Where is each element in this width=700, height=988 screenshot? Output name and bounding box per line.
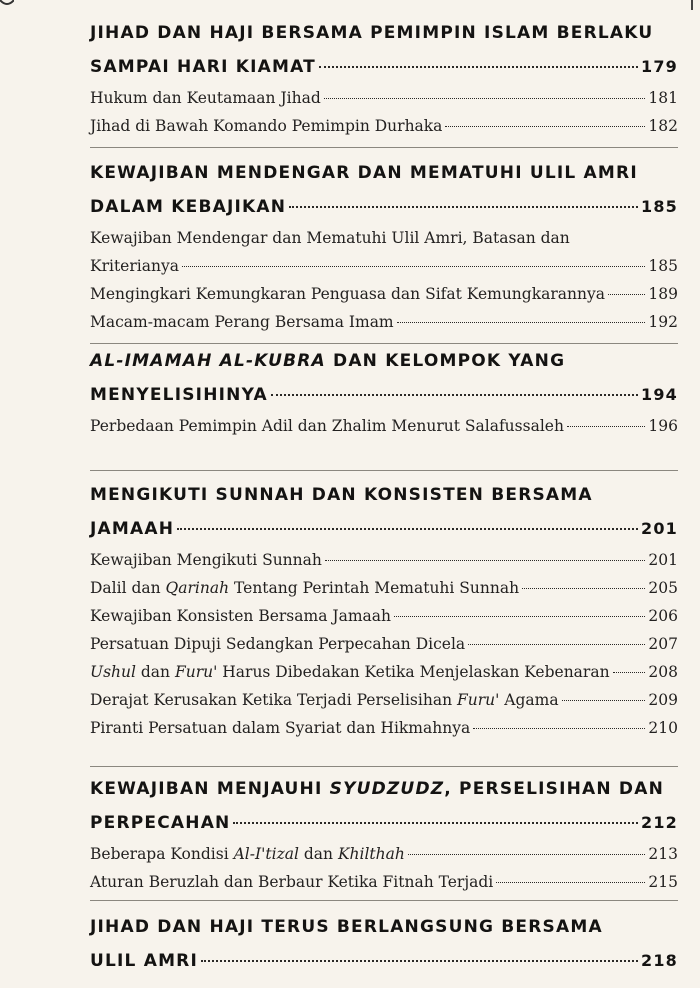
leader-dots: [408, 854, 646, 855]
section-title-line2: [90, 806, 678, 840]
toc-section-3: [90, 344, 678, 440]
section-divider: [90, 766, 678, 767]
entry-title: Macam-macam Perang Bersama Imam: [90, 313, 394, 331]
page-number: 209: [648, 691, 678, 709]
section-title-text: DALAM KEBAJIKAN: [90, 197, 287, 217]
page-number: 182: [648, 117, 678, 135]
section-title: [90, 16, 678, 84]
leader-dots: [473, 728, 645, 729]
entry-italic: Qarinah: [165, 579, 230, 597]
section-title-text: JAMAAH: [90, 519, 175, 539]
section-title-text: ULIL AMRI: [90, 951, 199, 971]
leader-dots: [177, 528, 638, 530]
ornament-icon: [0, 0, 14, 8]
title-italic: AL-IMAMAH AL-KUBRA: [90, 351, 326, 371]
page-number: 205: [648, 579, 678, 597]
entry-title: [90, 840, 405, 868]
leader-dots: [325, 560, 646, 561]
entry-title: Jihad di Bawah Komando Pemimpin Durhaka: [90, 117, 443, 135]
section-title-line2: [90, 50, 678, 84]
toc-entry: [90, 658, 678, 686]
title-rest: , PERSELISIHAN DAN: [444, 779, 665, 799]
toc-section-4: [90, 478, 678, 742]
leader-dots: [562, 700, 646, 701]
section-divider: [90, 147, 678, 148]
entry-text: Beberapa Kondisi: [90, 845, 234, 863]
toc-section-2: [90, 156, 678, 336]
page-number: 185: [648, 257, 678, 275]
section-title: [90, 910, 678, 978]
entry-title: Aturan Beruzlah dan Berbaur Ketika Fitnah Terjadi: [90, 873, 494, 891]
entry-title: Kewajiban Konsisten Bersama Jamaah: [90, 607, 391, 625]
entry-title: Persatuan Dipuji Sedangkan Perpecahan Dicela: [90, 635, 466, 653]
leader-dots: [468, 644, 645, 645]
toc-entry: [90, 574, 678, 602]
toc-section-6: [90, 910, 678, 978]
entry-title: Kewajiban Mengikuti Sunnah: [90, 551, 322, 569]
entry-text: Agama: [499, 691, 559, 709]
section-divider: [90, 470, 678, 471]
entry-title: Piranti Persatuan dalam Syariat dan Hikmahnya: [90, 719, 471, 737]
leader-dots: [271, 394, 638, 396]
toc-entry: [90, 868, 678, 896]
entry-text: dan: [135, 663, 175, 681]
toc-entry: [90, 412, 678, 440]
section-divider: [90, 900, 678, 901]
entry-title: [90, 574, 519, 602]
section-title-text: SAMPAI HARI KIAMAT: [90, 57, 316, 77]
toc-section-5: [90, 772, 678, 896]
section-title-line2: [90, 944, 678, 978]
edge-mark-icon: [690, 0, 694, 10]
toc-entry: [90, 840, 678, 868]
page-number: 189: [648, 285, 678, 303]
leader-dots: [397, 322, 646, 323]
leader-dots: [445, 126, 645, 127]
page-number: 208: [648, 663, 678, 681]
page-number: 185: [641, 197, 678, 216]
title-rest: DAN KELOMPOK YANG: [325, 351, 566, 371]
page-number: 196: [648, 417, 678, 435]
entry-text: Harus Dibedakan Ketika Menjelaskan Kebenaran: [217, 663, 610, 681]
toc-entry: [90, 252, 678, 280]
page-number: 201: [641, 519, 678, 538]
page-number: 192: [648, 313, 678, 331]
toc-entry: [90, 714, 678, 742]
section-title-line1: JIHAD DAN HAJI BERSAMA PEMIMPIN ISLAM BERLAKU: [90, 23, 654, 43]
entry-title: [90, 658, 610, 686]
title-text: KEWAJIBAN MENJAUHI: [90, 779, 330, 799]
entry-italic: Ushul: [90, 663, 136, 681]
page-number: 181: [648, 89, 678, 107]
leader-dots: [324, 98, 646, 99]
page-number: 207: [648, 635, 678, 653]
entry-italic: Furu': [174, 663, 218, 681]
page-number: 213: [648, 845, 678, 863]
toc-entry: [90, 602, 678, 630]
leader-dots: [182, 266, 645, 267]
leader-dots: [289, 206, 638, 208]
section-title-line2: [90, 378, 678, 412]
title-italic: SYUDZUDZ: [329, 779, 445, 799]
leader-dots: [567, 426, 645, 427]
page-number: 201: [648, 551, 678, 569]
section-title-line1: [90, 344, 678, 378]
page-number: 215: [648, 873, 678, 891]
entry-title: Hukum dan Keutamaan Jihad: [90, 89, 321, 107]
entry-italic: Furu': [456, 691, 500, 709]
leader-dots: [233, 822, 638, 824]
leader-dots: [201, 960, 638, 962]
toc-entry: [90, 112, 678, 140]
page-number: 218: [641, 951, 678, 970]
toc-entry: [90, 546, 678, 574]
page-number: 212: [641, 813, 678, 832]
entry-text: Tentang Perintah Mematuhi Sunnah: [229, 579, 520, 597]
entry-title: Kriterianya: [90, 257, 179, 275]
entry-text: Derajat Kerusakan Ketika Terjadi Perselisihan: [90, 691, 457, 709]
section-title-line2: [90, 512, 678, 546]
toc-entry: [90, 630, 678, 658]
page-number: 206: [648, 607, 678, 625]
leader-dots: [394, 616, 645, 617]
section-title-text: PERPECAHAN: [90, 813, 231, 833]
section-title-line1: [90, 772, 678, 806]
toc-entry: [90, 280, 678, 308]
entry-title: Perbedaan Pemimpin Adil dan Zhalim Menurut Salafussaleh: [90, 417, 564, 435]
section-title: [90, 344, 678, 412]
entry-title-line1: Kewajiban Mendengar dan Mematuhi Ulil Amri, Batasan dan: [90, 229, 570, 247]
toc-section-1: [90, 16, 678, 140]
page-number: 210: [648, 719, 678, 737]
section-title: [90, 772, 678, 840]
leader-dots: [319, 66, 638, 68]
entry-title: Mengingkari Kemungkaran Penguasa dan Sifat Kemungkarannya: [90, 285, 605, 303]
page-number: 179: [641, 57, 678, 76]
section-title-line1: JIHAD DAN HAJI TERUS BERLANGSUNG BERSAMA: [90, 917, 603, 937]
entry-text: Dalil dan: [90, 579, 166, 597]
leader-dots: [608, 294, 645, 295]
toc-entry: [90, 308, 678, 336]
section-title-line1: KEWAJIBAN MENDENGAR DAN MEMATUHI ULIL AMRI: [90, 163, 638, 183]
leader-dots: [496, 882, 645, 883]
section-title-line2: [90, 190, 678, 224]
section-title-text: MENYELISIHINYA: [90, 385, 268, 405]
entry-title: [90, 686, 559, 714]
entry-italic: Khilthah: [337, 845, 405, 863]
entry-italic: Al-I'tizal: [233, 845, 299, 863]
leader-dots: [522, 588, 645, 589]
page-number: 194: [641, 385, 678, 404]
leader-dots: [613, 672, 646, 673]
entry-text: dan: [298, 845, 338, 863]
section-title-line1: MENGIKUTI SUNNAH DAN KONSISTEN BERSAMA: [90, 485, 593, 505]
section-title: [90, 156, 678, 224]
section-title: [90, 478, 678, 546]
toc-entry: [90, 686, 678, 714]
toc-entry: [90, 84, 678, 112]
